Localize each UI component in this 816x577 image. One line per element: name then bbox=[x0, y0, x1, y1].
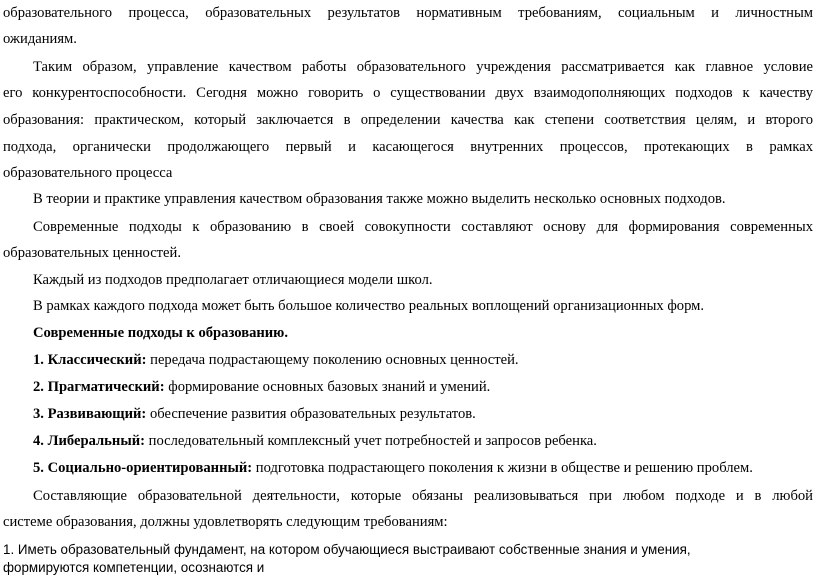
approach-item bbox=[33, 405, 813, 423]
approach-item bbox=[33, 432, 813, 450]
approach-description: последовательный комплексный учет потребностей и запросов ребенка. bbox=[144, 433, 597, 449]
approach-item bbox=[33, 378, 813, 396]
paragraph-line: Составляющие образовательной деятельности, которые обязаны реализовываться при любом подходе и в любой bbox=[33, 488, 813, 504]
approach-term: 4. Либеральный: bbox=[33, 433, 145, 449]
paragraph-line: В рамках каждого подхода может быть большое количество реальных воплощений организационных форм. bbox=[33, 298, 705, 314]
paragraph-line: образования: практическом, который заключается в определении качества как степени соответствия целям, и второго bbox=[3, 112, 813, 128]
approach-description: формирование основных базовых знаний и умений. bbox=[164, 379, 491, 395]
approach-term: 5. Социально-ориентированный: bbox=[33, 460, 253, 476]
paragraph-line: его конкурентоспособности. Сегодня можно говорить о существовании двух взаимодополняющих подходов к качеству bbox=[3, 85, 813, 101]
paragraph-line: ожиданиям. bbox=[3, 31, 77, 47]
approach-item bbox=[33, 351, 813, 369]
paragraph-line: Каждый из подходов предполагает отличающиеся модели школ. bbox=[33, 272, 433, 288]
approach-description: передача подрастающему поколению основных ценностей. bbox=[146, 352, 519, 368]
paragraph-line: Современные подходы к образованию в своей совокупности составляют основу для формирования современных bbox=[33, 219, 813, 235]
approach-item bbox=[33, 459, 813, 477]
paragraph-line: Таким образом, управление качеством работы образовательного учреждения рассматривается как главное условие bbox=[33, 59, 813, 75]
approach-term: 3. Развивающий: bbox=[33, 406, 147, 422]
section-heading: Современные подходы к образованию. bbox=[33, 325, 288, 341]
paragraph-line: системе образования, должны удовлетворять следующим требованиям: bbox=[3, 514, 448, 530]
approach-term: 1. Классический: bbox=[33, 352, 147, 368]
approach-description: подготовка подрастающего поколения к жизни в обществе и решению проблем. bbox=[252, 460, 753, 476]
paragraph-line: подхода, органически продолжающего первый и касающегося внутренних процессов, протекающих в рамках bbox=[3, 139, 813, 155]
approach-description: обеспечение развития образовательных результатов. bbox=[146, 406, 476, 422]
paragraph-line: В теории и практике управления качеством образования также можно выделить несколько основных подходов. bbox=[33, 191, 726, 207]
paragraph-line: образовательного процесса, образовательных результатов нормативным требованиям, социальным и личностным bbox=[3, 5, 813, 21]
paragraph-line: образовательного процесса bbox=[3, 165, 173, 181]
requirement-line: 1. Иметь образовательный фундамент, на котором обучающиеся выстраивают собственные знания и умения, bbox=[3, 542, 691, 557]
approach-term: 2. Прагматический: bbox=[33, 379, 165, 395]
requirement-line: формируются компетенции, осознаются и bbox=[3, 560, 265, 575]
paragraph-line: образовательных ценностей. bbox=[3, 245, 181, 261]
